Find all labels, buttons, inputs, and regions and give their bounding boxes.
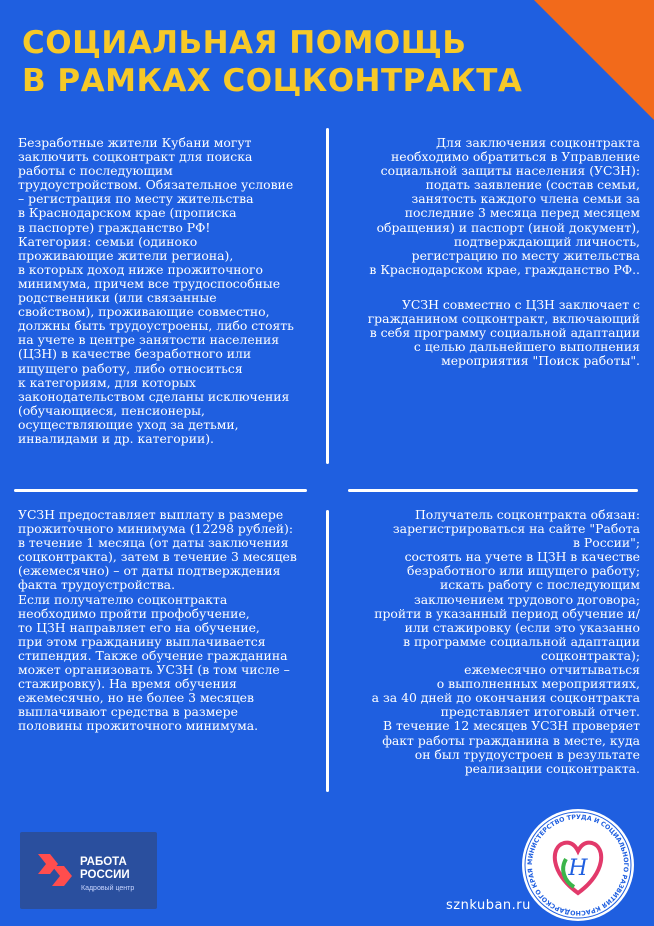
orange-corner-decoration xyxy=(534,0,654,120)
page-title xyxy=(22,24,522,100)
emblem-text: МИНИСТЕРСТВО ТРУДА И СОЦИАЛЬНОГО РАЗВИТИЯ КРАСНОДАРСКОГО КРАЯ xyxy=(526,813,630,917)
divider-horizontal-right xyxy=(348,489,638,492)
application-text: Для заключения соцконтракта необходимо обратиться в Управление социальной защиты населения (УСЗН): подать заявление (состав семьи, занятость каждого члена семьи за последние 3 месяца перед месяцем обращения) и паспорт (иной документ), подтверждающий личность, регистрацию по месту жительства в Краснодарском крае, гражданство РФ.. xyxy=(369,135,640,277)
obligations-text: Получатель соцконтракта обязан: зарегистрироваться на сайте "Работа в России"; состоять на учете в ЦЗН в качестве безработного или ищущего работу; искать работу с последующим заключением трудового договора; пройти в указанный период обучение и/ или стажировку (если это указанно в программе социальной адаптации соцконтракта); ежемесячно отчитываться о выполненных мероприятиях, а за 40 дней до окончания соцконтракта представляет итоговый отчет. В течение 12 месяцев УСЗН проверяет факт работы гражданина в месте, куда он был трудоустроен в результате реализации соцконтракта. xyxy=(371,507,640,776)
divider-vertical-top xyxy=(326,128,329,464)
logo-title: РАБОТА РОССИИ xyxy=(80,856,130,881)
eligibility-text: Безработные жители Кубани могут заключить соцконтракт для поиска работы с последующим трудоустройством. Обязательное условие – регистрация по месту жительства в Краснодарском крае (прописка в паспорте) гражданство РФ! Категория: семьи (одиноко проживающие жители региона), в которых доход ниже прожиточного минимума, причем все трудоспособные родственники (или связанные свойством), проживающие совместно, должны быть трудоустроены, либо стоять на учете в центре занятости населения (ЦЗН) в качестве безработного или ищущего работу, либо относиться к категориям, для которых законодательством сделаны исключения (обучающиеся, пенсионеры, осуществляющие уход за детьми, инвалидами и др. категории). xyxy=(18,135,294,446)
rabota-rossii-logo xyxy=(20,832,157,909)
title-line-2: В РАМКАХ СОЦКОНТРАКТА xyxy=(22,63,523,99)
ministry-emblem xyxy=(520,807,636,923)
payment-text: УСЗН предоставляет выплату в размере прожиточного минимума (12298 рублей): в течение 1 месяца (от даты заключения соцконтракта), затем в течение 3 месяцев (ежемесячно) – от даты подтверждения факта трудоустройства. Если получателю соцконтракта необходимо пройти профобучение, то ЦЗН направляет его на обучение, при этом гражданину выплачивается стипендия. Также обучение гражданина может организовать УСЗН (в том числе – стажировку). На время обучения ежемесячно, но не более 3 месяцев выплачивают средства в размере половины прожиточного минимума. xyxy=(18,507,297,734)
rabota-rossii-arrows-icon xyxy=(36,850,74,890)
contract-text: УСЗН совместно с ЦЗН заключает с гражданином соцконтракт, включающий в себя программу социальной адаптации с целью дальнейшего выполнения мероприятия "Поиск работы". xyxy=(367,297,640,369)
divider-horizontal-left xyxy=(14,489,307,492)
emblem-letter: Н xyxy=(568,856,588,881)
divider-vertical-bottom xyxy=(326,510,329,792)
title-line-1: СОЦИАЛЬНАЯ ПОМОЩЬ xyxy=(22,25,467,61)
logo-subtitle: Кадровый центр xyxy=(81,885,135,892)
website-link[interactable]: sznkuban.ru xyxy=(446,898,531,913)
